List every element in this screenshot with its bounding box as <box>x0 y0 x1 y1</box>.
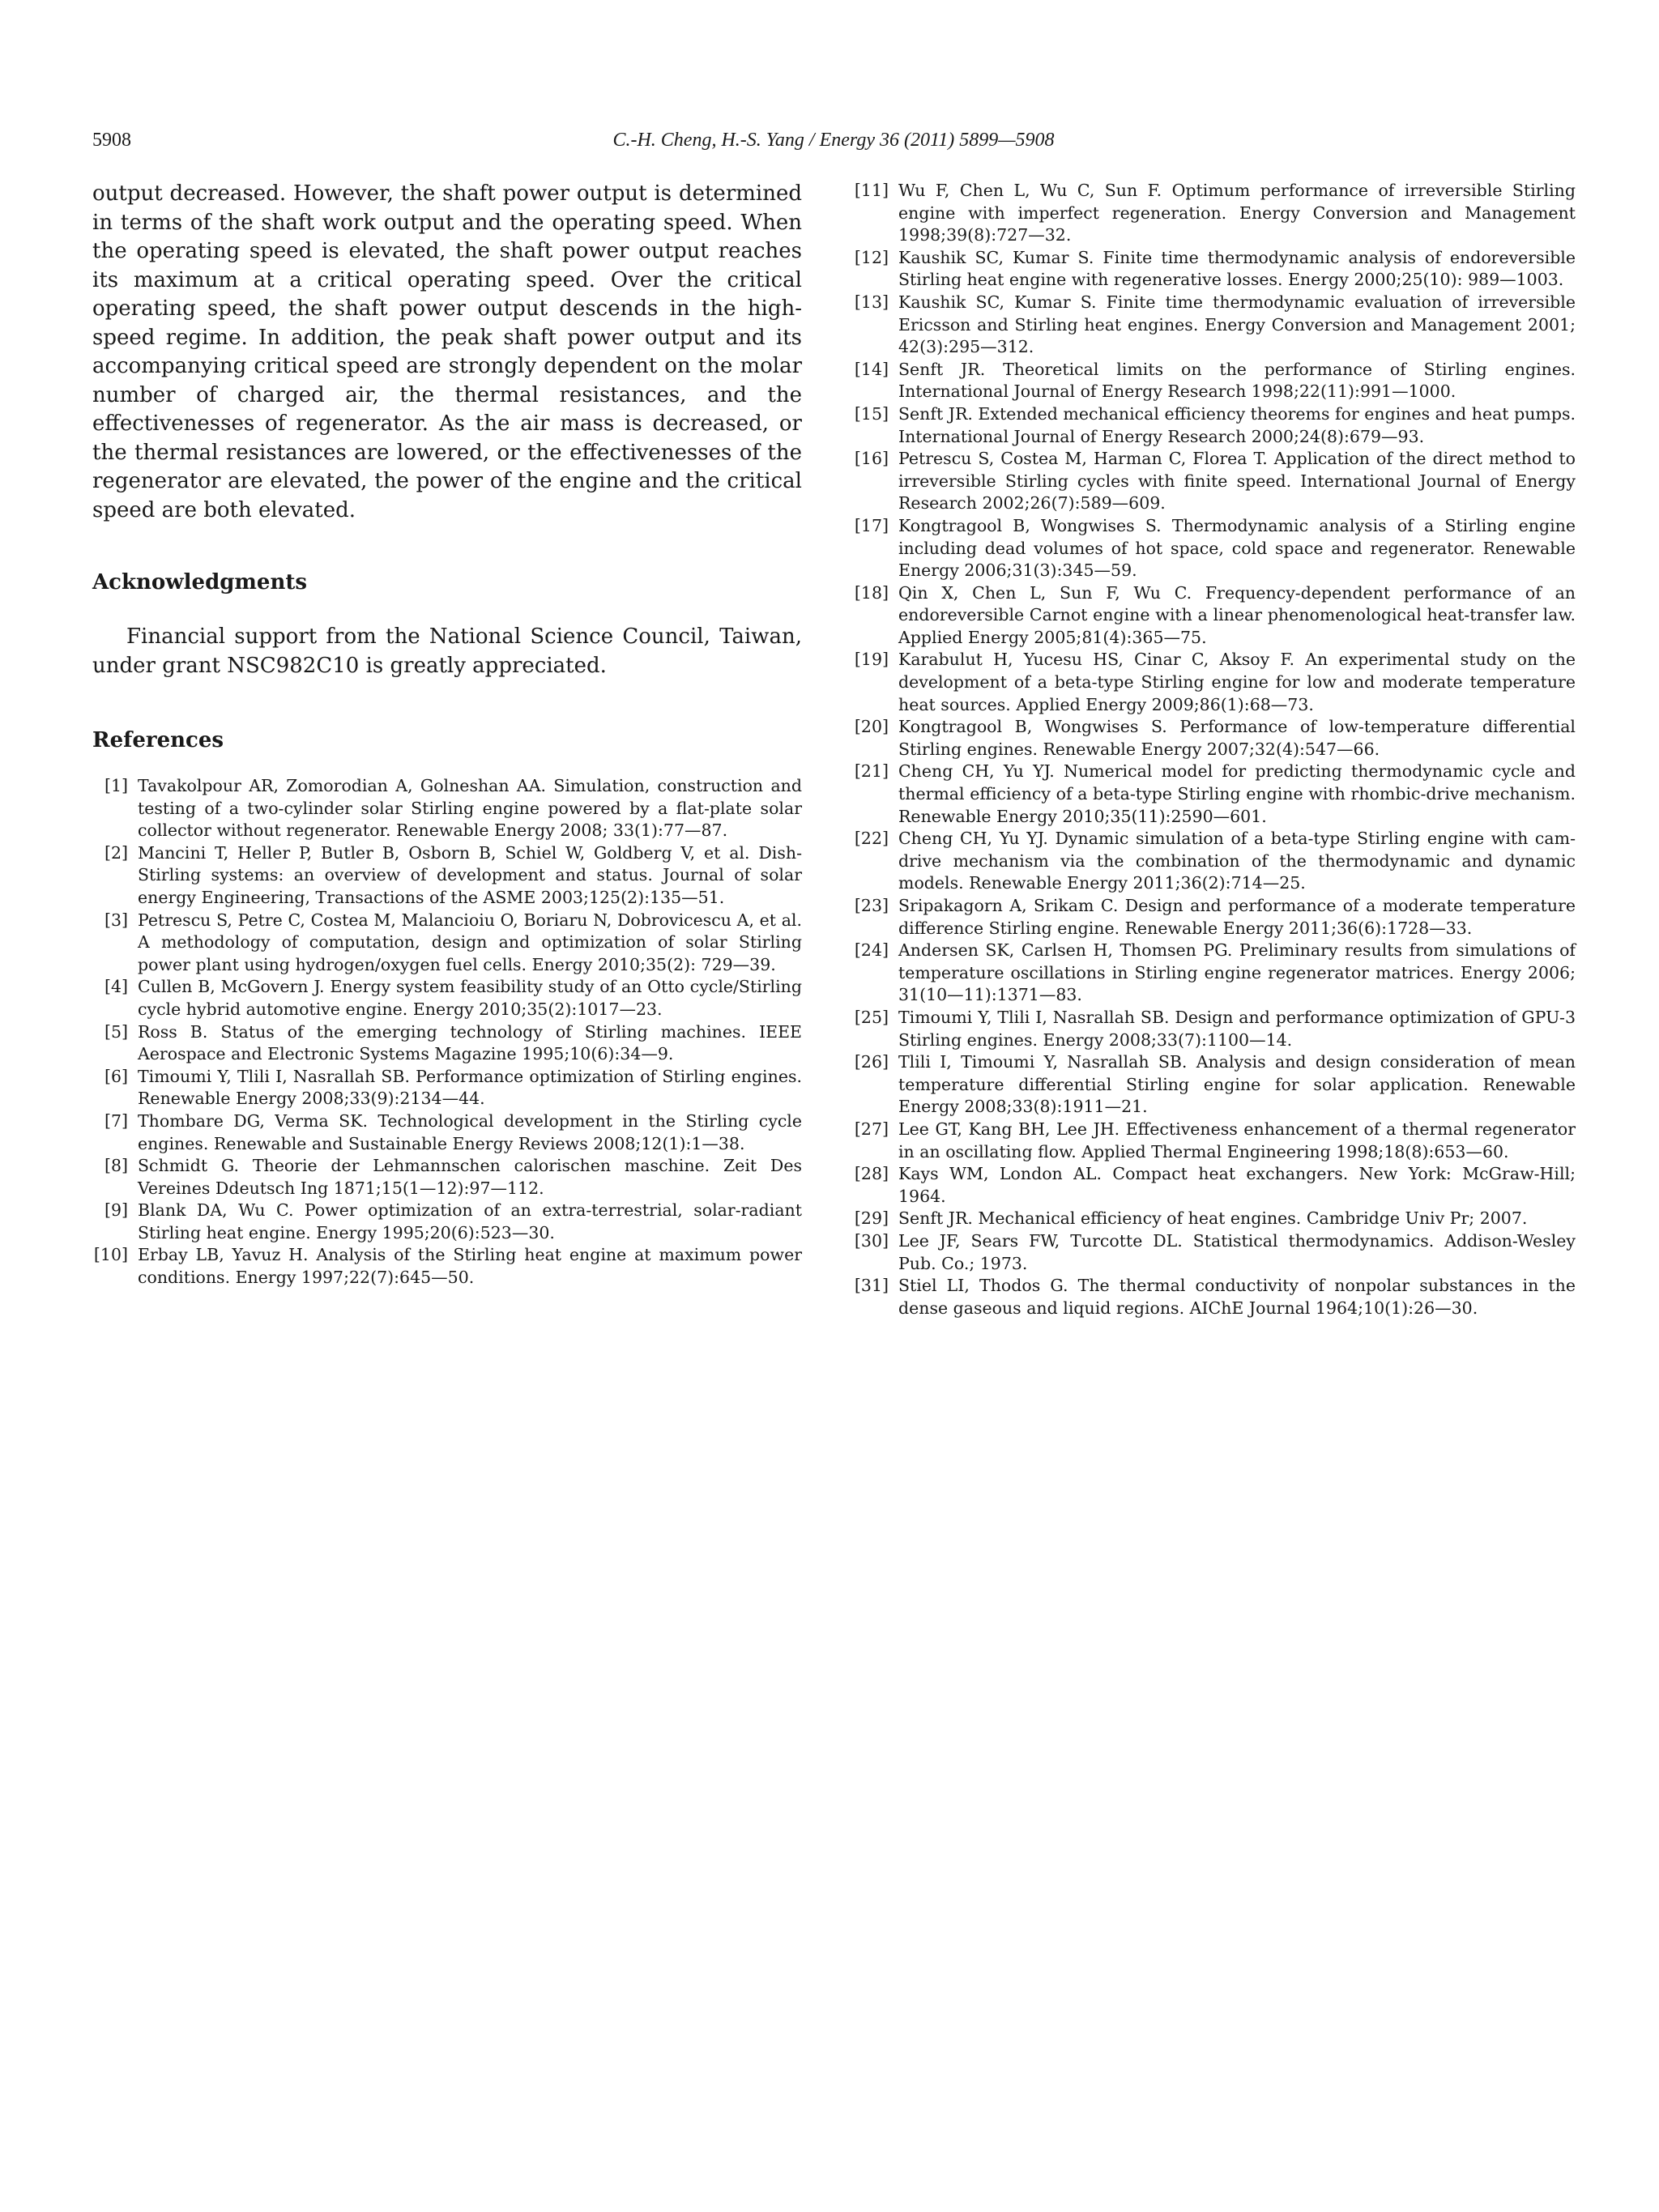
reference-text: Kays WM, London AL. Compact heat exchangers. New York: McGraw-Hill; 1964. <box>898 1164 1576 1206</box>
reference-item <box>92 976 802 1021</box>
reference-number: [16] <box>854 449 889 469</box>
reference-number: [20] <box>854 717 889 737</box>
reference-number: [30] <box>854 1230 889 1251</box>
reference-item <box>92 1066 802 1110</box>
reference-item <box>853 1163 1576 1208</box>
acknowledgments-heading: Acknowledgments <box>92 570 308 595</box>
reference-text: Timoumi Y, Tlili I, Nasrallah SB. Design and performance optimization of GPU-3 Stirling engines. Energy 2008;33(7):1100—14. <box>898 1007 1576 1050</box>
reference-number: [8] <box>104 1156 128 1176</box>
reference-item <box>853 359 1576 403</box>
reference-number: [27] <box>854 1119 889 1139</box>
reference-number: [28] <box>854 1164 889 1184</box>
reference-item <box>92 1244 802 1289</box>
reference-number: [19] <box>854 650 889 670</box>
reference-number: [5] <box>104 1021 128 1042</box>
conclusion-paragraph: output decreased. However, the shaft power output is determined in terms of the shaft work output and the operating speed. When the operating speed is elevated, the shaft power output reaches its maximum at a critical operating speed. Over the critical operating speed, the shaft power output descends in the high-speed regime. In addition, the peak shaft power output and its accompanying critical speed are strongly dependent on the molar number of charged air, the thermal resistances, and the effectivenesses of regenerator. As the air mass is decreased, or the thermal resistances are lowered, or the effectivenesses of the regenerator are elevated, the power of the engine and the critical speed are both elevated. <box>92 181 802 522</box>
reference-item <box>92 1155 802 1200</box>
reference-item <box>853 292 1576 359</box>
reference-text: Senft JR. Theoretical limits on the performance of Stirling engines. International Journal of Energy Research 1998;22(11):991—1000. <box>898 359 1576 402</box>
reference-item <box>853 448 1576 515</box>
reference-number: [1] <box>104 776 128 795</box>
reference-number: [18] <box>854 582 889 603</box>
reference-number: [12] <box>854 247 889 267</box>
reference-item <box>853 1119 1576 1163</box>
reference-number: [25] <box>854 1007 889 1027</box>
reference-number: [13] <box>854 292 889 312</box>
reference-item <box>92 1021 802 1066</box>
reference-text: Kongtragool B, Wongwises S. Thermodynamic analysis of a Stirling engine including dead volumes of hot space, cold space and regenerator. Renewable Energy 2006;31(3):345—59. <box>898 515 1576 581</box>
reference-item <box>853 1007 1576 1051</box>
reference-item <box>853 582 1576 650</box>
reference-text: Kaushik SC, Kumar S. Finite time thermodynamic analysis of endoreversible Stirling heat engine with regenerative losses. Energy 2000;25(10): 989—1003. <box>898 247 1576 290</box>
reference-number: [26] <box>854 1052 889 1072</box>
reference-number: [24] <box>854 940 889 961</box>
reference-number: [31] <box>854 1276 889 1296</box>
right-column <box>853 180 1576 1319</box>
reference-text: Qin X, Chen L, Sun F, Wu C. Frequency-dependent performance of an endoreversible Carnot engine with a linear phenomenological heat-transfer law. Applied Energy 2005;81(4):365—75. <box>898 582 1576 647</box>
page-number: 5908 <box>92 130 131 151</box>
reference-number: [6] <box>104 1066 128 1086</box>
reference-text: Tlili I, Timoumi Y, Nasrallah SB. Analysis and design consideration of mean temperature differential Stirling engine for solar application. Renewable Energy 2008;33(8):1911—21. <box>898 1052 1576 1117</box>
reference-item <box>853 247 1576 292</box>
reference-text: Mancini T, Heller P, Butler B, Osborn B, Schiel W, Goldberg V, et al. Dish-Stirling systems: an overview of development and status. Journal of solar energy Engineering, Transactions of the ASME 2003;125(2):135—51. <box>138 842 802 907</box>
reference-item <box>853 940 1576 1007</box>
reference-number: [22] <box>854 829 889 849</box>
reference-list-left <box>92 775 802 1289</box>
reference-number: [10] <box>93 1245 128 1265</box>
reference-number: [23] <box>854 896 889 915</box>
reference-text: Kongtragool B, Wongwises S. Performance of low-temperature differential Stirling engines. Renewable Energy 2007;32(4):547—66. <box>898 717 1576 759</box>
reference-text: Senft JR. Mechanical efficiency of heat engines. Cambridge Univ Pr; 2007. <box>898 1208 1528 1229</box>
reference-item <box>853 1051 1576 1119</box>
reference-text: Schmidt G. Theorie der Lehmannschen calorischen maschine. Zeit Des Vereines Ddeutsch Ing 1871;15(1—12):97—112. <box>138 1156 802 1198</box>
reference-text: Cheng CH, Yu YJ. Numerical model for predicting thermodynamic cycle and thermal efficiency of a beta-type Stirling engine with rhombic-drive mechanism. Renewable Energy 2010;35(11):2590—601. <box>898 761 1576 826</box>
reference-text: Petrescu S, Costea M, Harman C, Florea T. Application of the direct method to irreversible Stirling cycles with finite speed. International Journal of Energy Research 2002;26(7):589—609. <box>898 449 1576 514</box>
reference-text: Lee GT, Kang BH, Lee JH. Effectiveness enhancement of a thermal regenerator in an oscillating flow. Applied Thermal Engineering 1998;18(8):653—60. <box>898 1119 1576 1161</box>
reference-text: Cheng CH, Yu YJ. Dynamic simulation of a beta-type Stirling engine with cam-drive mechanism via the combination of the thermodynamic and dynamic models. Renewable Energy 2011;36(2):714—25. <box>898 829 1576 893</box>
reference-number: [7] <box>104 1110 128 1131</box>
reference-item <box>853 649 1576 716</box>
reference-text: Senft JR. Extended mechanical efficiency theorems for engines and heat pumps. International Journal of Energy Research 2000;24(8):679—93. <box>898 403 1576 446</box>
reference-number: [14] <box>854 359 889 379</box>
reference-text: Stiel LI, Thodos G. The thermal conductivity of nonpolar substances in the dense gaseous and liquid regions. AIChE Journal 1964;10(1):26—30. <box>898 1276 1576 1318</box>
reference-text: Cullen B, McGovern J. Energy system feasibility study of an Otto cycle/Stirling cycle hybrid automotive engine. Energy 2010;35(2):1017—23. <box>138 977 802 1019</box>
reference-item <box>853 1275 1576 1319</box>
reference-number: [21] <box>854 761 889 782</box>
reference-text: Lee JF, Sears FW, Turcotte DL. Statistical thermodynamics. Addison-Wesley Pub. Co.; 1973. <box>898 1230 1576 1273</box>
reference-item <box>92 1110 802 1155</box>
reference-list-right <box>853 180 1576 1319</box>
reference-text: Andersen SK, Carlsen H, Thomsen PG. Preliminary results from simulations of temperature oscillations in Stirling engine regenerator matrices. Energy 2006; 31(10—11):1371—83. <box>898 940 1576 1005</box>
reference-text: Karabulut H, Yucesu HS, Cinar C, Aksoy F. An experimental study on the development of a beta-type Stirling engine for low and moderate temperature heat sources. Applied Energy 2009;86(1):68—73. <box>898 650 1576 714</box>
acknowledgments-text: Financial support from the National Science Council, Taiwan, under grant NSC982C10 is greatly appreciated. <box>92 624 802 678</box>
page-header <box>92 130 1575 157</box>
reference-item <box>92 1200 802 1244</box>
reference-item <box>853 1230 1576 1275</box>
reference-item <box>853 828 1576 895</box>
reference-text: Wu F, Chen L, Wu C, Sun F. Optimum performance of irreversible Stirling engine with imperfect regeneration. Energy Conversion and Management 1998;39(8):727—32. <box>898 181 1576 245</box>
reference-item <box>853 515 1576 582</box>
reference-text: Timoumi Y, Tlili I, Nasrallah SB. Performance optimization of Stirling engines. Renewable Energy 2008;33(9):2134—44. <box>138 1066 802 1109</box>
reference-number: [4] <box>104 977 128 997</box>
reference-item <box>853 895 1576 940</box>
reference-text: Blank DA, Wu C. Power optimization of an extra-terrestrial, solar-radiant Stirling heat engine. Energy 1995;20(6):523—30. <box>138 1200 802 1242</box>
reference-number: [17] <box>854 515 889 535</box>
reference-text: Kaushik SC, Kumar S. Finite time thermodynamic evaluation of irreversible Ericsson and Stirling heat engines. Energy Conversion and Management 2001; 42(3):295—312. <box>898 292 1576 357</box>
reference-item <box>92 842 802 910</box>
reference-item <box>853 403 1576 448</box>
reference-item <box>853 761 1576 828</box>
reference-number: [15] <box>854 403 889 424</box>
reference-item <box>853 180 1576 247</box>
reference-number: [11] <box>854 181 889 200</box>
reference-number: [29] <box>854 1208 889 1229</box>
reference-text: Erbay LB, Yavuz H. Analysis of the Stirling heat engine at maximum power conditions. Energy 1997;22(7):645—50. <box>138 1245 802 1288</box>
running-head: C.-H. Cheng, H.-S. Yang / Energy 36 (2011) 5899—5908 <box>612 130 1055 151</box>
reference-number: [2] <box>104 842 128 863</box>
reference-item <box>853 1208 1576 1230</box>
reference-text: Tavakolpour AR, Zomorodian A, Golneshan AA. Simulation, construction and testing of a two-cylinder solar Stirling engine powered by a flat-plate solar collector without regenerator. Renewable Energy 2008; 33(1):77—87. <box>138 776 802 841</box>
reference-item <box>92 910 802 977</box>
reference-text: Thombare DG, Verma SK. Technological development in the Stirling cycle engines. Renewable and Sustainable Energy Reviews 2008;12(1):1—38. <box>138 1110 802 1153</box>
reference-item <box>92 775 802 842</box>
reference-number: [3] <box>104 910 128 930</box>
reference-number: [9] <box>104 1200 128 1221</box>
references-heading: References <box>92 728 224 752</box>
reference-text: Ross B. Status of the emerging technology of Stirling machines. IEEE Aerospace and Electronic Systems Magazine 1995;10(6):34—9. <box>138 1021 802 1064</box>
reference-text: Petrescu S, Petre C, Costea M, Malancioiu O, Boriaru N, Dobrovicescu A, et al. A methodology of computation, design and optimization of solar Stirling power plant using hydrogen/oxygen fuel cells. Energy 2010;35(2): 729—39. <box>138 910 802 974</box>
reference-item <box>853 716 1576 761</box>
left-column <box>92 180 802 1289</box>
reference-text: Sripakagorn A, Srikam C. Design and performance of a moderate temperature difference Stirling engine. Renewable Energy 2011;36(6):1728—33. <box>898 896 1576 938</box>
